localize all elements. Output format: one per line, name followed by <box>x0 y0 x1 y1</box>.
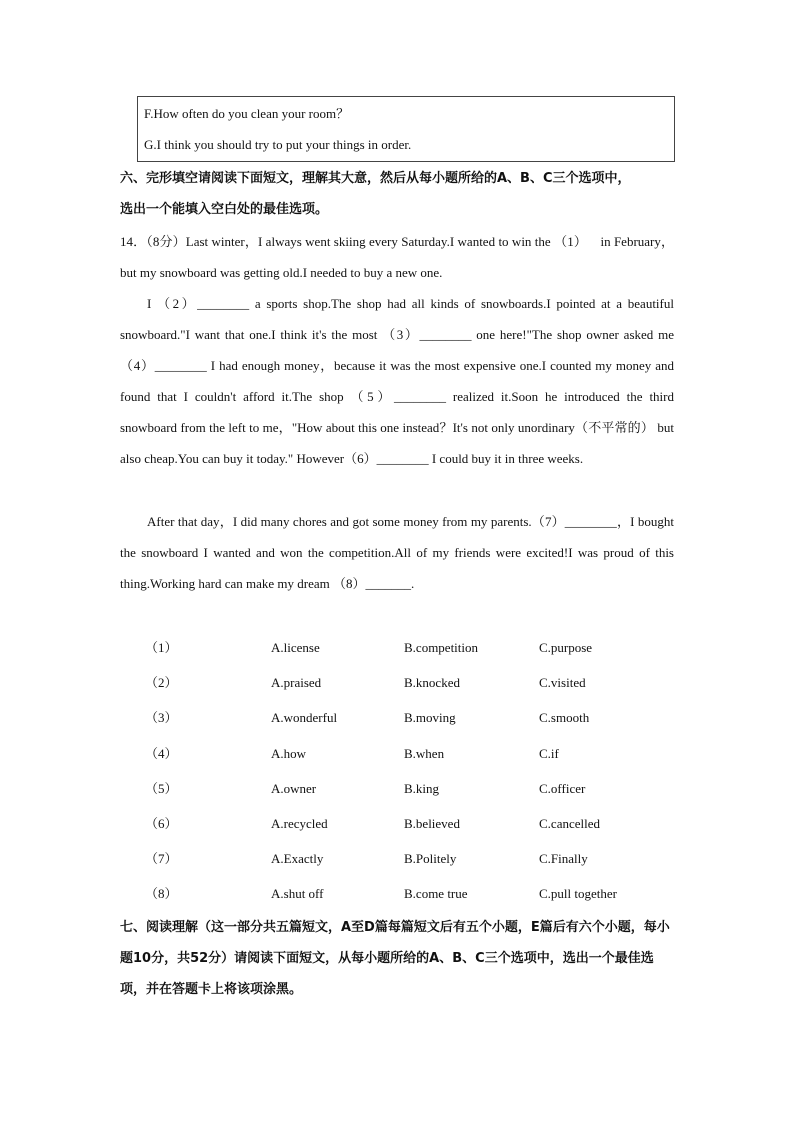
choice-row <box>0 779 794 799</box>
choice-row <box>0 849 794 869</box>
choice-number: （8） <box>145 886 178 902</box>
options-box <box>137 96 675 162</box>
choice-a: A.how <box>271 745 307 761</box>
choice-c: C.smooth <box>539 710 590 726</box>
choice-number: （4） <box>145 745 178 761</box>
choice-number: （5） <box>145 780 178 796</box>
choice-c: C.if <box>539 745 559 761</box>
question14-para1: 14．（8分）Last winter，I always went skiing every Saturday.I wanted to win the （1） in February，but my snowboard was getting old.I needed to buy a new one. <box>120 234 674 280</box>
choice-row <box>0 884 794 904</box>
choice-a: A.Exactly <box>271 851 324 867</box>
choice-a: A.praised <box>271 675 322 691</box>
choice-row <box>0 638 794 658</box>
choice-c: C.cancelled <box>539 816 600 831</box>
choice-b: B.come true <box>404 886 468 902</box>
choice-b: B.moving <box>404 710 456 726</box>
choice-b: B.when <box>404 745 445 761</box>
choice-c: C.purpose <box>539 640 593 655</box>
question14-para2: I （2）________ a sports shop.The shop had all kinds of snowboards.I pointed at a beautiful snowboard."I want that one.I think it's the most （3）________ one here!"The shop owner asked me （4）________ I had enough money，because it was the most expensive one.I counted my money and found that I couldn't afford it.The shop （5）________ realized it.Soon he introduced the third snowboard from the left to me，"How about this one instead？It's not only unordinary（不平常的） but also cheap.You can buy it today." However（6）________ I could buy it in three weeks. <box>120 296 674 466</box>
choice-a: A.wonderful <box>271 710 338 726</box>
option-f: F.How often do you clean your room？ <box>144 106 350 121</box>
choice-a: A.owner <box>271 780 317 796</box>
section6-heading-line1: 六、完形填空请阅读下面短文，理解其大意，然后从每小题所给的A、B、C三个选项中， <box>120 171 631 186</box>
choice-a: A.shut off <box>271 886 324 902</box>
choice-b: B.king <box>404 780 440 796</box>
option-g: G.I think you should try to put your things in order. <box>144 137 412 152</box>
section6-heading-line2: 选出一个能填入空白处的最佳选项。 <box>120 202 329 217</box>
choice-c: C.officer <box>539 780 586 796</box>
question14-para3: After that day，I did many chores and got some money from my parents.（7）________，I bought the snowboard I wanted and won the competition.All of my friends were excited!I was proud of this thing.Working hard can make my dream （8）_______. <box>120 514 674 591</box>
choice-number: （1） <box>145 640 178 655</box>
choice-number: （7） <box>145 851 178 867</box>
choice-row <box>0 673 794 693</box>
choice-b: B.competition <box>404 640 479 655</box>
choice-number: （2） <box>145 675 178 691</box>
choice-a: A.recycled <box>271 816 328 831</box>
choice-c: C.Finally <box>539 851 588 867</box>
choice-row <box>0 744 794 764</box>
choice-number: （3） <box>145 710 178 726</box>
choice-row <box>0 708 794 728</box>
choice-c: C.visited <box>539 675 586 691</box>
section7-heading: 七、阅读理解（这一部分共五篇短文，A至D篇每篇短文后有五个小题，E篇后有六个小题，每小题10分，共52分）请阅读下面短文，从每小题所给的A、B、C三个选项中，选出一个最佳选项，并在答题卡上将该项涂黑。 <box>120 920 670 997</box>
choice-number: （6） <box>145 816 178 831</box>
choice-b: B.believed <box>404 816 460 831</box>
choice-a: A.license <box>271 640 320 655</box>
choice-row <box>0 814 794 834</box>
choice-c: C.pull together <box>539 886 617 902</box>
choice-b: B.Politely <box>404 851 457 867</box>
choice-b: B.knocked <box>404 675 460 691</box>
